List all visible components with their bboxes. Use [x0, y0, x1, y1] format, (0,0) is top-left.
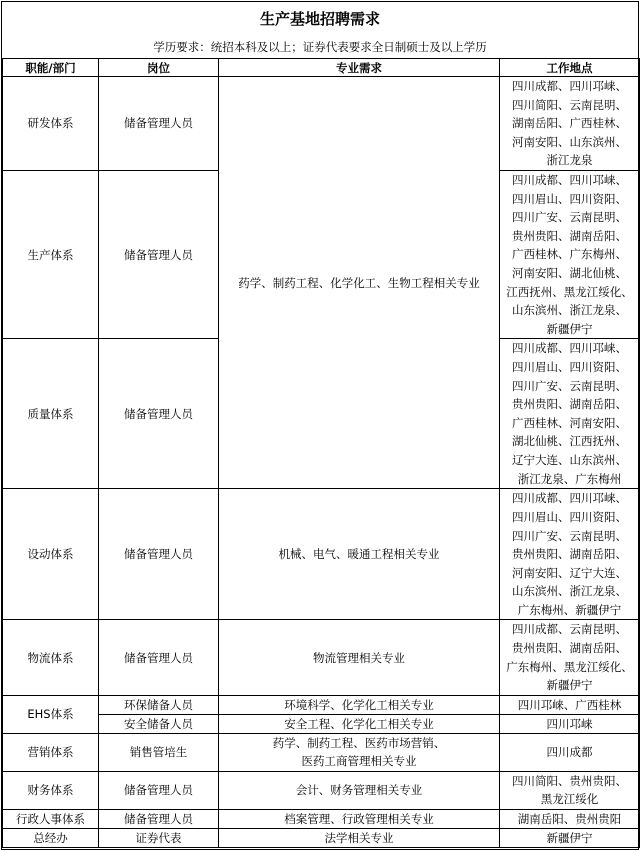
recruitment-table [2, 58, 640, 848]
table-row [3, 620, 640, 695]
location-cell: 四川邛崃、广西桂林 [500, 695, 640, 714]
location-cell: 四川成都、四川邛崃、 四川眉山、四川资阳、 四川广安、云南昆明、 贵州贵阳、湖南岳阳、 广西桂林、广东梅州、 河南安阳、湖北仙桃、 江西抚州、黑龙江绥化、 山东滨州、浙江龙泉、 新疆伊宁 [500, 170, 640, 338]
header-major: 专业需求 [219, 59, 500, 77]
position-cell: 环保储备人员 [99, 695, 219, 714]
position-cell: 储备管理人员 [99, 810, 219, 829]
location-cell: 四川邛崃 [500, 714, 640, 733]
education-requirement: 学历要求：统招本科及以上；证券代表要求全日制硕士及以上学历 [153, 40, 487, 54]
location-cell: 四川成都、四川邛崃、 四川眉山、四川资阳、 四川广安、云南昆明、 贵州贵阳、湖南岳阳、 广西桂林、河南安阳、 湖北仙桃、江西抚州、 辽宁大连、山东滨州、 浙江龙泉、广东梅州 [500, 339, 640, 489]
department-cell: 行政人事体系 [3, 810, 99, 829]
major-cell: 档案管理、行政管理相关专业 [219, 810, 500, 829]
department-cell: 物流体系 [3, 620, 99, 695]
table-row [3, 771, 640, 809]
location-cell: 四川成都 [500, 733, 640, 771]
table-row [3, 733, 640, 771]
location-cell: 四川成都、四川邛崃、 四川简阳、云南昆明、 湖南岳阳、广西桂林、 河南安阳、山东滨州、 浙江龙泉 [500, 77, 640, 171]
header-location: 工作地点 [500, 59, 640, 77]
table-row [3, 77, 640, 171]
major-cell: 药学、制药工程、医药市场营销、 医药工商管理相关专业 [219, 733, 500, 771]
department-cell: 设动体系 [3, 489, 99, 620]
department-cell: 生产体系 [3, 170, 99, 338]
department-cell: 研发体系 [3, 77, 99, 171]
position-cell: 储备管理人员 [99, 77, 219, 171]
position-cell: 储备管理人员 [99, 170, 219, 338]
major-cell: 安全工程、化学化工相关专业 [219, 714, 500, 733]
major-cell: 环境科学、化学化工相关专业 [219, 695, 500, 714]
department-cell: EHS体系 [3, 695, 99, 733]
position-cell: 销售管培生 [99, 733, 219, 771]
table-header-row [3, 59, 640, 77]
position-cell: 储备管理人员 [99, 339, 219, 489]
recruitment-sheet [1, 1, 639, 850]
position-cell: 安全储备人员 [99, 714, 219, 733]
department-cell: 营销体系 [3, 733, 99, 771]
location-cell: 四川成都、四川邛崃、 四川眉山、四川资阳、 四川广安、云南昆明、 贵州贵阳、湖南岳阳、 河南安阳、辽宁大连、 山东滨州、浙江龙泉、 广东梅州、新疆伊宁 [500, 489, 640, 620]
table-row [3, 714, 640, 733]
major-cell: 法学相关专业 [219, 829, 500, 848]
location-cell: 湖南岳阳、贵州贵阳 [500, 810, 640, 829]
major-cell: 药学、制药工程、化学化工、生物工程相关专业 [219, 77, 500, 489]
position-cell: 储备管理人员 [99, 489, 219, 620]
table-row [3, 810, 640, 829]
header-position: 岗位 [99, 59, 219, 77]
page-title: 生产基地招聘需求 [259, 10, 380, 28]
table-row [3, 489, 640, 620]
department-cell: 总经办 [3, 829, 99, 848]
position-cell: 证券代表 [99, 829, 219, 848]
major-cell: 物流管理相关专业 [219, 620, 500, 695]
table-row [3, 695, 640, 714]
location-cell: 四川成都、云南昆明、 贵州贵阳、湖南岳阳、 广东梅州、黑龙江绥化、 新疆伊宁 [500, 620, 640, 695]
position-cell: 储备管理人员 [99, 620, 219, 695]
department-cell: 财务体系 [3, 771, 99, 809]
position-cell: 储备管理人员 [99, 771, 219, 809]
department-cell: 质量体系 [3, 339, 99, 489]
location-cell: 四川简阳、贵州贵阳、 黑龙江绥化 [500, 771, 640, 809]
header-department: 职能/部门 [3, 59, 99, 77]
table-row [3, 829, 640, 848]
major-cell: 机械、电气、暖通工程相关专业 [219, 489, 500, 620]
major-cell: 会计、财务管理相关专业 [219, 771, 500, 809]
location-cell: 新疆伊宁 [500, 829, 640, 848]
